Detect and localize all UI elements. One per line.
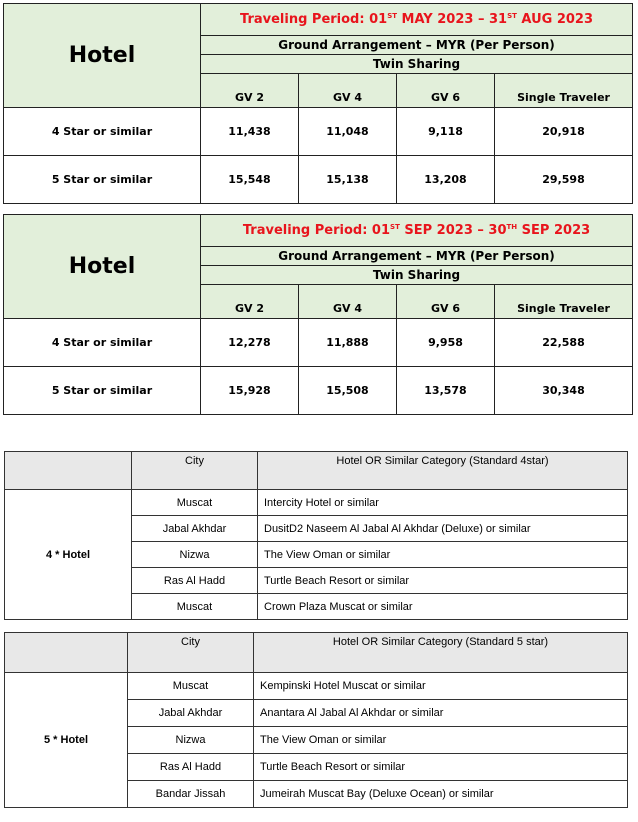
hotel-cell: Jumeirah Muscat Bay (Deluxe Ocean) or similar — [254, 781, 628, 808]
table-row — [5, 490, 628, 516]
city-cell: Muscat — [132, 594, 258, 620]
price-cell: 13,208 — [397, 156, 495, 204]
hotel-cell: Turtle Beach Resort or similar — [258, 568, 628, 594]
city-cell: Bandar Jissah — [128, 781, 254, 808]
blank-header — [5, 452, 132, 490]
column-header: GV 4 — [299, 285, 397, 319]
blank-header — [5, 633, 128, 673]
city-cell: Muscat — [128, 673, 254, 700]
hotel-header: Hotel — [4, 4, 201, 108]
hotel-cell: Intercity Hotel or similar — [258, 490, 628, 516]
hotel-category: 4 * Hotel — [5, 490, 132, 620]
column-header: GV 6 — [397, 74, 495, 108]
price-cell: 12,278 — [201, 319, 299, 367]
city-column-header: City — [128, 633, 254, 673]
row-label: 5 Star or similar — [4, 156, 201, 204]
hotel-cell: Kempinski Hotel Muscat or similar — [254, 673, 628, 700]
hotel-column-header: Hotel OR Similar Category (Standard 5 star) — [254, 633, 628, 673]
table-row — [4, 108, 633, 156]
hotel-cell: Turtle Beach Resort or similar — [254, 754, 628, 781]
city-cell: Jabal Akhdar — [128, 700, 254, 727]
price-cell: 13,578 — [397, 367, 495, 415]
table-row — [4, 156, 633, 204]
hotel-cell: The View Oman or similar — [254, 727, 628, 754]
price-cell: 15,928 — [201, 367, 299, 415]
hotel-header: Hotel — [4, 215, 201, 319]
column-header: GV 4 — [299, 74, 397, 108]
price-cell: 11,048 — [299, 108, 397, 156]
price-cell: 15,548 — [201, 156, 299, 204]
table-row — [5, 673, 628, 700]
city-cell: Nizwa — [132, 542, 258, 568]
hotel-cell: DusitD2 Naseem Al Jabal Al Akhdar (Deluxe) or similar — [258, 516, 628, 542]
column-header: GV 2 — [201, 74, 299, 108]
price-cell: 15,508 — [299, 367, 397, 415]
row-label: 4 Star or similar — [4, 108, 201, 156]
price-cell: 30,348 — [495, 367, 633, 415]
table-row — [4, 319, 633, 367]
hotel-list-5-star — [4, 632, 628, 808]
column-header: GV 6 — [397, 285, 495, 319]
row-label: 4 Star or similar — [4, 319, 201, 367]
hotel-cell: The View Oman or similar — [258, 542, 628, 568]
hotel-list-4-star — [4, 451, 628, 620]
column-header: GV 2 — [201, 285, 299, 319]
table-row — [4, 367, 633, 415]
column-header: Single Traveler — [495, 74, 633, 108]
price-cell: 20,918 — [495, 108, 633, 156]
column-header: Single Traveler — [495, 285, 633, 319]
hotel-cell: Anantara Al Jabal Al Akhdar or similar — [254, 700, 628, 727]
city-cell: Ras Al Hadd — [128, 754, 254, 781]
city-column-header: City — [132, 452, 258, 490]
traveling-period: Traveling Period: 01ST MAY 2023 – 31ST AUG 2023 — [201, 4, 633, 36]
price-cell: 29,598 — [495, 156, 633, 204]
city-cell: Muscat — [132, 490, 258, 516]
city-cell: Ras Al Hadd — [132, 568, 258, 594]
price-cell: 15,138 — [299, 156, 397, 204]
city-cell: Nizwa — [128, 727, 254, 754]
traveling-period: Traveling Period: 01ST SEP 2023 – 30TH SEP 2023 — [201, 215, 633, 247]
hotel-category: 5 * Hotel — [5, 673, 128, 808]
price-cell: 11,438 — [201, 108, 299, 156]
price-cell: 9,118 — [397, 108, 495, 156]
price-cell: 9,958 — [397, 319, 495, 367]
price-table-sep — [3, 214, 633, 415]
hotel-column-header: Hotel OR Similar Category (Standard 4star) — [258, 452, 628, 490]
twin-sharing: Twin Sharing — [201, 55, 633, 74]
hotel-cell: Crown Plaza Muscat or similar — [258, 594, 628, 620]
price-cell: 22,588 — [495, 319, 633, 367]
price-cell: 11,888 — [299, 319, 397, 367]
row-label: 5 Star or similar — [4, 367, 201, 415]
ground-arrangement: Ground Arrangement – MYR (Per Person) — [201, 36, 633, 55]
twin-sharing: Twin Sharing — [201, 266, 633, 285]
ground-arrangement: Ground Arrangement – MYR (Per Person) — [201, 247, 633, 266]
city-cell: Jabal Akhdar — [132, 516, 258, 542]
price-table-may-aug — [3, 3, 633, 204]
